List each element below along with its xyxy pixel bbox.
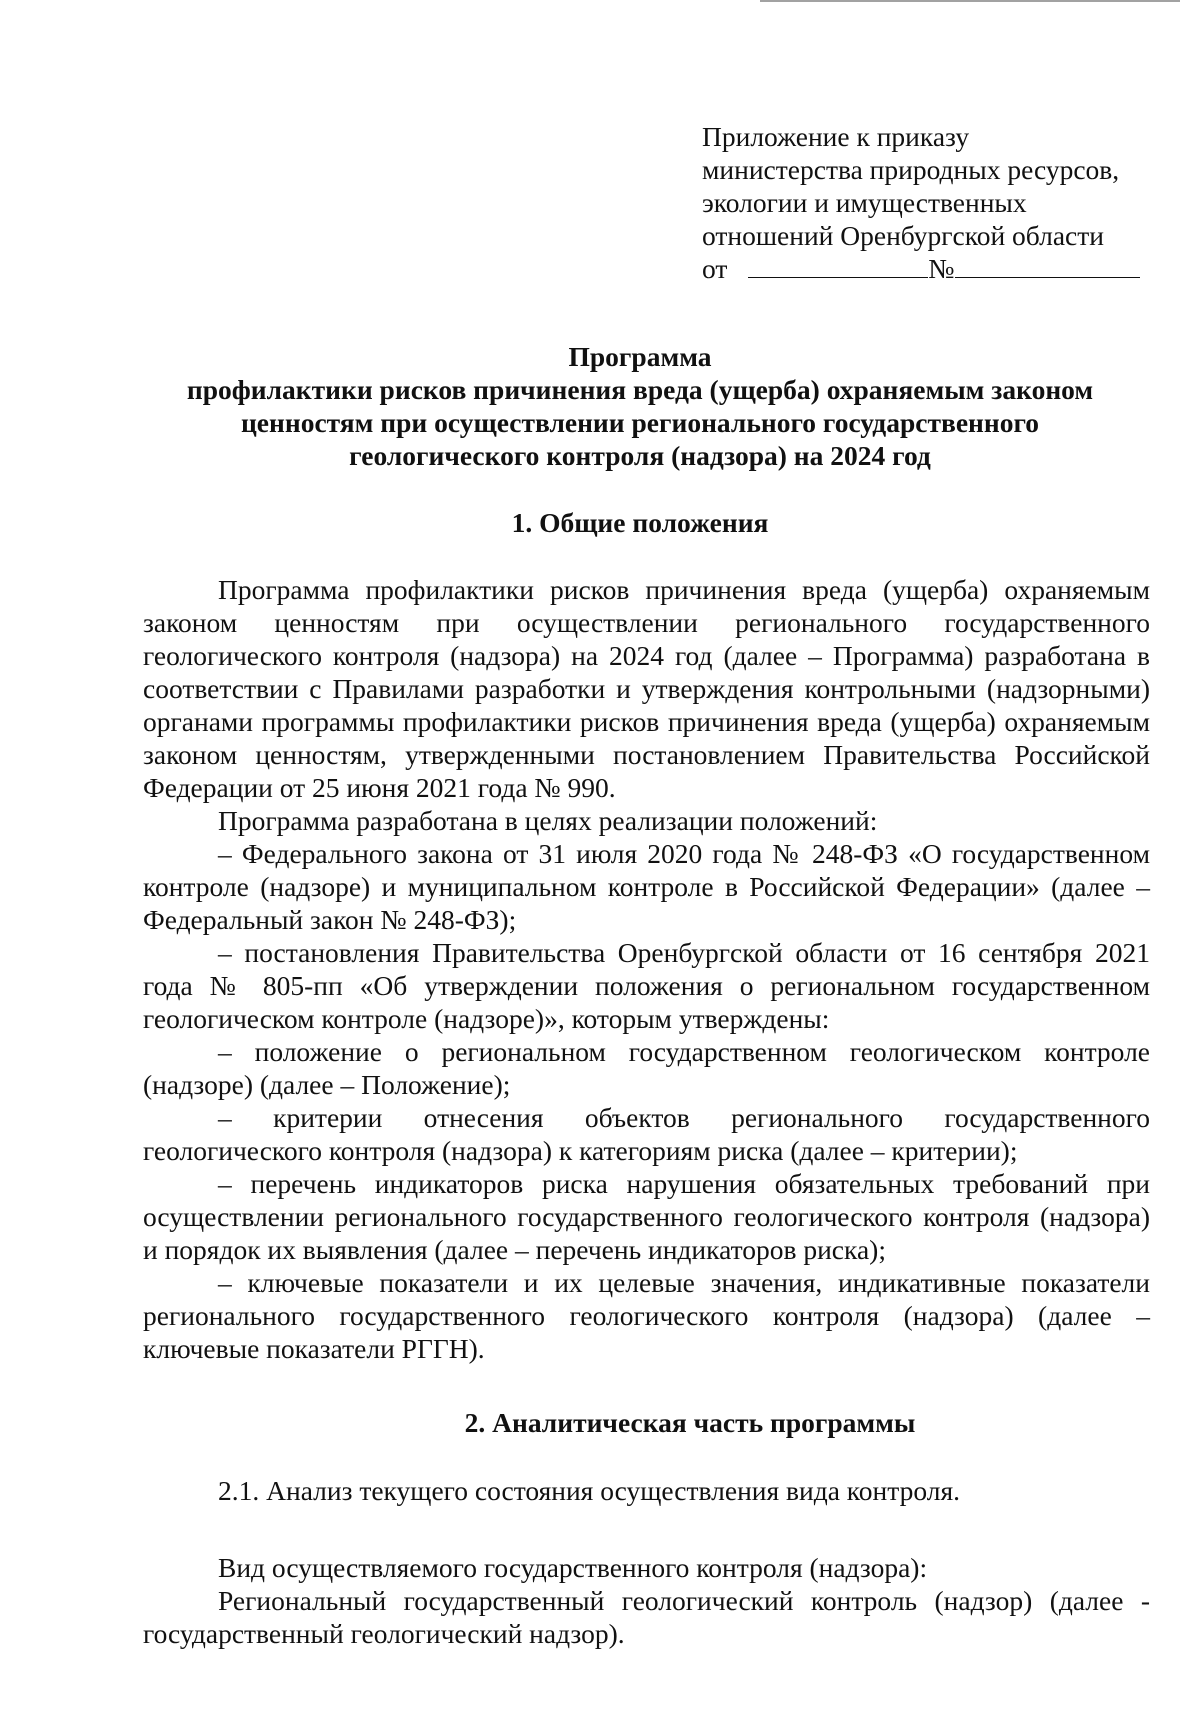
scan-artifact-line xyxy=(760,0,1180,2)
title-line: геологического контроля (надзора) на 2024 год xyxy=(349,440,931,471)
list-item: – перечень индикаторов риска нарушения обязательных требований при осуществлении регионального государственного геологического контроля (надзора) и порядок их выявления (далее – перечень индикаторов риска); xyxy=(143,1168,1150,1265)
section-1-body xyxy=(143,573,1150,1365)
date-blank xyxy=(748,253,928,278)
paragraph: Вид осуществляемого государственного контроля (надзора): xyxy=(218,1552,928,1583)
appendix-line: экологии и имущественных xyxy=(702,187,1027,218)
paragraph: Региональный государственный геологический контроль (надзор) (далее - государственный геологический надзор). xyxy=(143,1585,1150,1649)
appendix-date-number-line xyxy=(702,252,1142,285)
list-item: – положение о региональном государственном геологическом контроле (надзоре) (далее – Положение); xyxy=(143,1036,1150,1100)
appendix-line: отношений Оренбургской области xyxy=(702,220,1104,251)
list-item: – Федерального закона от 31 июля 2020 года № 248-ФЗ «О государственном контроле (надзоре) и муниципальном контроле в Российской Федерации» (далее – Федеральный закон № 248-ФЗ); xyxy=(143,838,1150,935)
section-1-heading: 1. Общие положения xyxy=(511,507,769,538)
title-line: ценностям при осуществлении регионального государственного xyxy=(240,407,1040,438)
list-item: – постановления Правительства Оренбургской области от 16 сентября 2021 года № 805-пп «Об утверждении положения о региональном государственном геологическом контроле (надзоре)», которым утверждены: xyxy=(143,937,1150,1034)
number-blank xyxy=(955,253,1140,278)
appendix-block xyxy=(702,120,1142,285)
list-item: – критерии отнесения объектов регионального государственного геологического контроля (надзора) к категориям риска (далее – критерии); xyxy=(143,1102,1150,1166)
list-item: – ключевые показатели и их целевые значения, индикативные показатели регионального государственного геологического контроля (надзора) (далее – ключевые показатели РГГН). xyxy=(143,1267,1150,1364)
from-label: от xyxy=(702,253,728,284)
appendix-line: министерства природных ресурсов, xyxy=(702,154,1120,185)
number-label: № xyxy=(928,253,955,284)
paragraph: Программа профилактики рисков причинения вреда (ущерба) охраняемым законом ценностям при осуществлении регионального государственного геологического контроля (надзора) на 2024 год (далее – Программа) разработана в соответствии с Правилами разработки и утверждения контрольными (надзорными) органами программы профилактики рисков причинения вреда (ущерба) охраняемым законом ценностям, утвержденными постановлением Правительства Российской Федерации от 25 июня 2021 года № 990. xyxy=(143,574,1150,803)
title-line: Программа xyxy=(568,341,712,372)
section-2-body xyxy=(143,1551,1150,1650)
section-2-heading: 2. Аналитическая часть программы xyxy=(464,1407,916,1438)
document-title xyxy=(130,340,1150,472)
subsection-2-1: 2.1. Анализ текущего состояния осуществления вида контроля. xyxy=(218,1475,960,1506)
title-line: профилактики рисков причинения вреда (ущерба) охраняемым законом xyxy=(186,374,1094,405)
appendix-line: Приложение к приказу xyxy=(702,121,970,152)
paragraph: Программа разработана в целях реализации положений: xyxy=(218,805,878,836)
